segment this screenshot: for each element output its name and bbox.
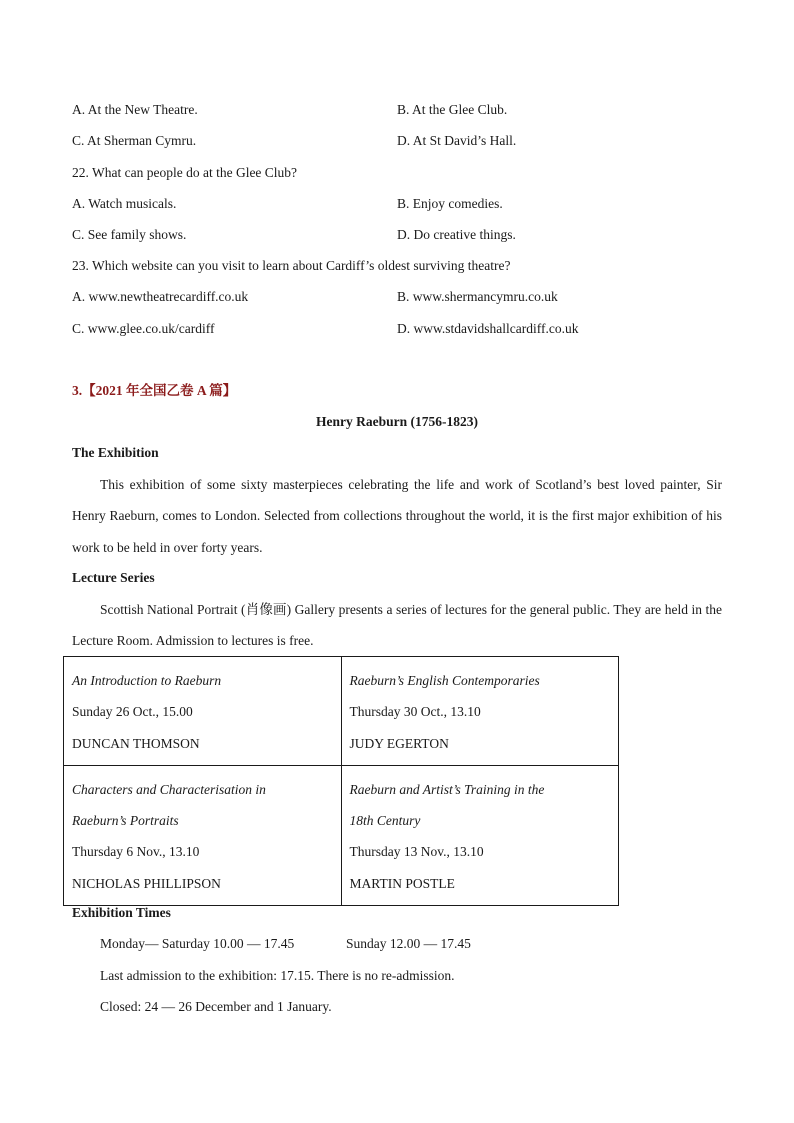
q23-question: 23. Which website can you visit to learn about Cardiff’s oldest surviving theatre?: [72, 258, 511, 273]
lecture-cell: [64, 765, 342, 905]
sunday-hours: Sunday 12.00 — 17.45: [346, 936, 471, 951]
lecture-speaker: DUNCAN THOMSON: [72, 735, 200, 751]
q21-option-b: B. At the Glee Club.: [397, 102, 508, 117]
section-heading: 3.【2021 年全国乙卷 A 篇】: [72, 383, 237, 398]
q23-option-a: A. www.newtheatrecardiff.co.uk: [72, 289, 249, 304]
lecture-title: Raeburn’s English Contemporaries: [349, 673, 540, 688]
lecture-series-heading: Lecture Series: [72, 570, 155, 585]
q22-option-a: A. Watch musicals.: [72, 196, 177, 211]
lecture-time: Thursday 30 Oct., 13.10: [349, 704, 481, 720]
q23-option-b: B. www.shermancymru.co.uk: [397, 289, 558, 304]
last-admission: Last admission to the exhibition: 17.15. There is no re-admission.: [100, 968, 455, 983]
q22-option-b: B. Enjoy comedies.: [397, 196, 503, 211]
lecture-time: Sunday 26 Oct., 15.00: [72, 704, 193, 720]
q21-option-d: D. At St David’s Hall.: [397, 133, 517, 148]
lectures-table: [63, 656, 619, 906]
lecture-title-continued: Raeburn’s Portraits: [72, 813, 179, 829]
lecture-cell: [341, 657, 619, 766]
closed-dates: Closed: 24 — 26 December and 1 January.: [100, 999, 332, 1014]
lecture-cell: [341, 765, 619, 905]
lecture-series-paragraph: Scottish National Portrait (肖像画) Gallery presents a series of lectures for the general public. They are held in the Lecture Room. Admission to lectures is free.: [72, 602, 722, 649]
lecture-speaker: MARTIN POSTLE: [349, 875, 455, 891]
q23-option-d: D. www.stdavidshallcardiff.co.uk: [397, 321, 579, 336]
q22-option-c: C. See family shows.: [72, 227, 187, 242]
q22-question: 22. What can people do at the Glee Club?: [72, 165, 298, 180]
exhibition-heading: The Exhibition: [72, 445, 159, 460]
lecture-title-continued: 18th Century: [349, 813, 421, 829]
page-title: Henry Raeburn (1756-1823): [316, 414, 478, 429]
lecture-speaker: NICHOLAS PHILLIPSON: [72, 875, 221, 891]
q23-option-c: C. www.glee.co.uk/cardiff: [72, 321, 215, 336]
q21-option-a: A. At the New Theatre.: [72, 102, 198, 117]
lecture-title: An Introduction to Raeburn: [72, 673, 222, 688]
weekday-hours: Monday— Saturday 10.00 — 17.45: [100, 936, 295, 951]
q21-option-c: C. At Sherman Cymru.: [72, 133, 197, 148]
lecture-time: Thursday 6 Nov., 13.10: [72, 844, 200, 860]
q22-option-d: D. Do creative things.: [397, 227, 516, 242]
exhibition-paragraph: This exhibition of some sixty masterpieces celebrating the life and work of Scotland’s best loved painter, Sir Henry Raeburn, comes to London. Selected from collections throughout the world, it is the first major exhibition of his work to be held in over forty years.: [72, 477, 722, 555]
exhibition-times-heading: Exhibition Times: [72, 905, 171, 920]
lecture-time: Thursday 13 Nov., 13.10: [349, 844, 484, 860]
lecture-title: Raeburn and Artist’s Training in the: [349, 781, 545, 797]
lecture-cell: [64, 657, 342, 766]
lecture-title: Characters and Characterisation in: [72, 781, 266, 797]
lecture-speaker: JUDY EGERTON: [349, 735, 449, 751]
